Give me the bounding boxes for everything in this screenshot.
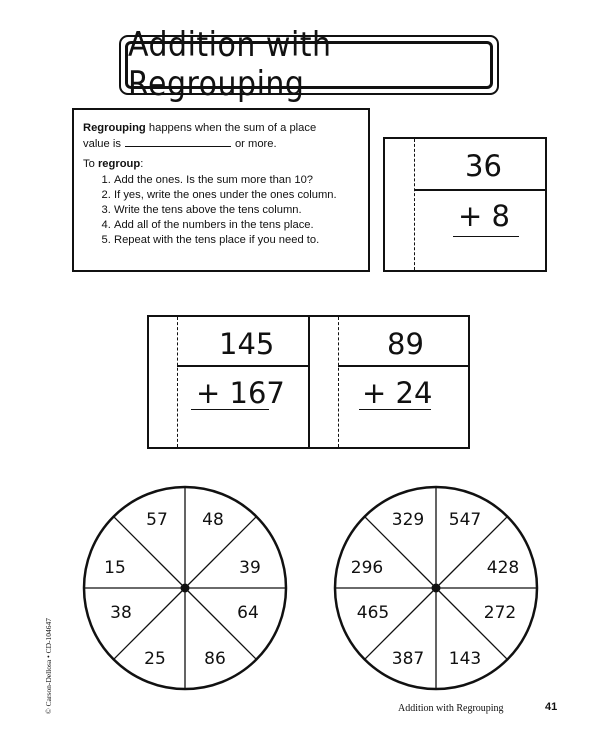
fill-in-blank[interactable]: [125, 136, 231, 147]
definition-part-3: or more.: [234, 137, 277, 150]
number-wheel-1: [80, 483, 290, 693]
problem-2-bottom-number: + 167: [196, 376, 285, 410]
answer-row-line: [177, 365, 308, 367]
regrouping-info-box: [72, 108, 370, 272]
wheel-1-number: 48: [202, 510, 224, 530]
problem-separator: [308, 317, 310, 447]
problem-1-bottom-number: + 8: [458, 199, 510, 233]
to-label: To: [83, 158, 95, 170]
definition-part-1: happens when the sum of a place: [148, 122, 317, 134]
heading-colon: :: [140, 158, 144, 170]
wheel-2-number: 428: [486, 558, 520, 578]
sum-line: [453, 236, 519, 237]
wheel-1-number: 86: [204, 649, 226, 669]
definition-line-2: [83, 136, 368, 152]
regrouping-term: Regrouping: [83, 122, 146, 134]
footer-title: Addition with Regrouping: [398, 703, 504, 714]
wheel-2-number: 272: [483, 603, 517, 623]
wheel-2-number: 329: [391, 510, 425, 530]
definition-part-2: value is: [83, 137, 121, 150]
step-item: 4. Add all of the numbers in the tens place.: [114, 218, 368, 233]
step-item: 1. Add the ones. Is the sum more than 10?: [114, 173, 368, 188]
step-item: 5. Repeat with the tens place if you need to.: [114, 233, 368, 248]
problem-box-row: [147, 315, 470, 449]
problem-1-top-number: 36: [465, 149, 502, 183]
problem-3-top-number: 89: [387, 327, 424, 361]
sum-line: [359, 409, 431, 410]
wheel-center-dot: [432, 584, 441, 593]
wheel-2-number: 547: [448, 510, 482, 530]
title-frame: [119, 25, 499, 105]
wheel-2-number: 465: [356, 603, 390, 623]
wheel-1-number: 15: [104, 558, 126, 578]
wheel-1-number: 57: [146, 510, 168, 530]
wheel-2-number: 296: [350, 558, 384, 578]
problem-3-bottom-number: + 24: [362, 376, 433, 410]
wheel-1-number: 25: [144, 649, 166, 669]
problem-box-1: [383, 137, 547, 272]
wheel-1-number: 64: [237, 603, 259, 623]
wheel-1-number: 39: [239, 558, 261, 578]
definition-line-1: [83, 121, 368, 136]
copyright-notice: © Carson-Dellosa • CD-104647: [44, 617, 53, 714]
wheel-center-dot: [181, 584, 190, 593]
steps-list: [83, 173, 368, 248]
to-regroup-heading: [83, 157, 368, 172]
page-title: Addition with Regrouping: [128, 25, 332, 105]
wheel-1-number: 38: [110, 603, 132, 623]
tens-ones-divider: [414, 139, 415, 270]
problem-2-top-number: 145: [219, 327, 275, 361]
step-item: 2. If yes, write the ones under the ones column.: [114, 188, 368, 203]
tens-ones-divider: [338, 317, 339, 447]
wheel-2-number: 387: [391, 649, 425, 669]
answer-row-line: [414, 189, 545, 191]
sum-line: [191, 409, 269, 410]
page-number: 41: [545, 701, 558, 713]
number-wheel-2: [331, 483, 541, 693]
title-inner-frame: [125, 25, 493, 105]
tens-ones-divider: [177, 317, 178, 447]
answer-row-line: [338, 365, 468, 367]
step-item: 3. Write the tens above the tens column.: [114, 203, 368, 218]
regroup-term: regroup: [97, 158, 141, 170]
wheel-2-number: 143: [448, 649, 482, 669]
